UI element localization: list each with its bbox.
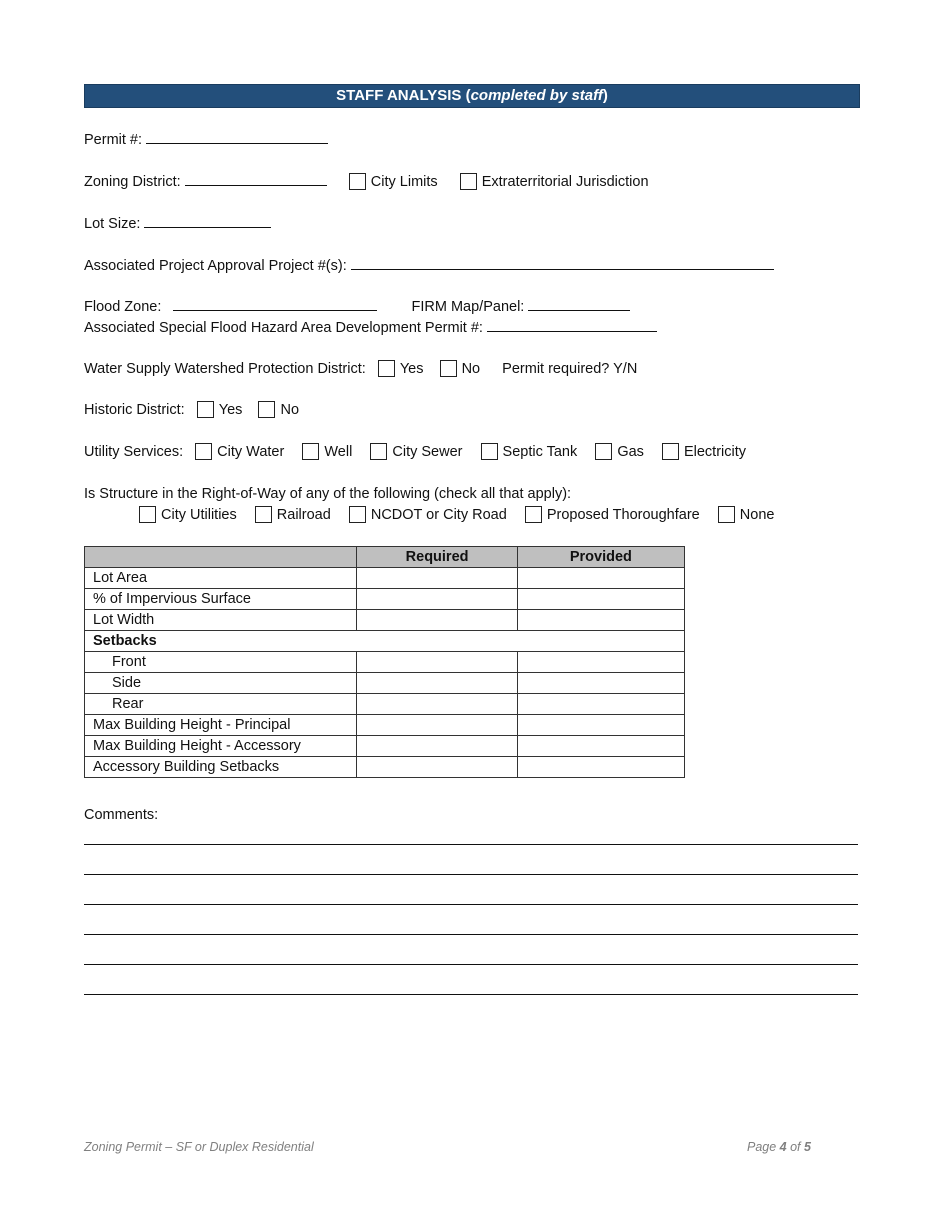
requirements-table xyxy=(84,546,685,778)
required-cell[interactable] xyxy=(357,568,517,589)
provided-cell[interactable] xyxy=(517,673,684,694)
required-cell[interactable] xyxy=(357,610,517,631)
flood-zone-label: Flood Zone: xyxy=(84,299,162,315)
table-header-blank xyxy=(85,547,357,568)
provided-cell[interactable] xyxy=(517,610,684,631)
septic-label: Septic Tank xyxy=(502,444,578,460)
required-cell[interactable] xyxy=(357,736,517,757)
table-row xyxy=(85,589,685,610)
permit-required-label: Permit required? Y/N xyxy=(502,361,638,377)
table-row xyxy=(85,694,685,715)
required-cell[interactable] xyxy=(357,694,517,715)
thoroughfare-label: Proposed Thoroughfare xyxy=(546,507,700,523)
flood-row xyxy=(84,296,630,317)
water-supply-row xyxy=(84,359,637,379)
gas-checkbox[interactable] xyxy=(595,443,612,460)
railroad-label: Railroad xyxy=(276,507,331,523)
historic-yes-checkbox[interactable] xyxy=(197,401,214,418)
water-no-label: No xyxy=(461,361,481,377)
comment-line[interactable] xyxy=(84,934,858,935)
provided-cell[interactable] xyxy=(517,568,684,589)
water-supply-label: Water Supply Watershed Protection District: xyxy=(84,361,366,377)
provided-cell[interactable] xyxy=(517,736,684,757)
comments-label: Comments: xyxy=(84,807,159,823)
footer-page-number: Page 4 of 5 xyxy=(747,1140,811,1154)
table-header-row xyxy=(85,547,685,568)
sfha-label: Associated Special Flood Hazard Area Development Permit #: xyxy=(84,320,483,336)
permit-label: Permit #: xyxy=(84,132,143,148)
historic-no-checkbox[interactable] xyxy=(258,401,275,418)
provided-cell[interactable] xyxy=(517,652,684,673)
city-sewer-label: City Sewer xyxy=(392,444,463,460)
assoc-project-row xyxy=(84,255,774,276)
historic-row xyxy=(84,400,299,420)
row-label: Front xyxy=(85,652,357,673)
setbacks-heading: Setbacks xyxy=(85,631,685,652)
form-page xyxy=(84,84,860,823)
zoning-field[interactable] xyxy=(185,171,327,186)
permit-field[interactable] xyxy=(146,129,328,144)
table-row xyxy=(85,736,685,757)
table-header-required: Required xyxy=(357,547,517,568)
comment-line[interactable] xyxy=(84,874,858,875)
comment-line[interactable] xyxy=(84,904,858,905)
provided-cell[interactable] xyxy=(517,757,684,778)
lot-size-label: Lot Size: xyxy=(84,216,141,232)
sfha-row xyxy=(84,317,657,338)
septic-checkbox[interactable] xyxy=(481,443,498,460)
row-label: Lot Area xyxy=(85,568,357,589)
assoc-project-field[interactable] xyxy=(351,255,774,270)
provided-cell[interactable] xyxy=(517,694,684,715)
city-sewer-checkbox[interactable] xyxy=(370,443,387,460)
provided-cell[interactable] xyxy=(517,715,684,736)
none-label: None xyxy=(739,507,775,523)
table-row xyxy=(85,610,685,631)
railroad-checkbox[interactable] xyxy=(255,506,272,523)
row-label: Lot Width xyxy=(85,610,357,631)
assoc-project-label: Associated Project Approval Project #(s): xyxy=(84,258,347,274)
etj-label: Extraterritorial Jurisdiction xyxy=(481,174,649,190)
utility-row xyxy=(84,442,746,462)
historic-no-label: No xyxy=(280,402,300,418)
firm-label: FIRM Map/Panel: xyxy=(411,299,525,315)
permit-row xyxy=(84,129,328,150)
lot-size-row xyxy=(84,213,271,234)
required-cell[interactable] xyxy=(357,673,517,694)
utility-label: Utility Services: xyxy=(84,444,184,460)
etj-checkbox[interactable] xyxy=(460,173,477,190)
row-options xyxy=(139,505,774,525)
flood-zone-field[interactable] xyxy=(173,296,377,311)
sfha-field[interactable] xyxy=(487,317,657,332)
ncdot-label: NCDOT or City Road xyxy=(370,507,507,523)
table-row xyxy=(85,652,685,673)
thoroughfare-checkbox[interactable] xyxy=(525,506,542,523)
electricity-label: Electricity xyxy=(683,444,747,460)
table-row xyxy=(85,568,685,589)
section-header: STAFF ANALYSIS (completed by staff) xyxy=(84,84,860,108)
row-label: Side xyxy=(85,673,357,694)
footer-doc-title: Zoning Permit – SF or Duplex Residential xyxy=(84,1140,314,1154)
required-cell[interactable] xyxy=(357,589,517,610)
required-cell[interactable] xyxy=(357,715,517,736)
required-cell[interactable] xyxy=(357,757,517,778)
water-yes-label: Yes xyxy=(399,361,424,377)
required-cell[interactable] xyxy=(357,652,517,673)
historic-label: Historic District: xyxy=(84,402,185,418)
well-checkbox[interactable] xyxy=(302,443,319,460)
historic-yes-label: Yes xyxy=(218,402,243,418)
city-water-checkbox[interactable] xyxy=(195,443,212,460)
city-limits-checkbox[interactable] xyxy=(349,173,366,190)
water-no-checkbox[interactable] xyxy=(440,360,457,377)
firm-field[interactable] xyxy=(528,296,630,311)
electricity-checkbox[interactable] xyxy=(662,443,679,460)
table-row xyxy=(85,757,685,778)
ncdot-checkbox[interactable] xyxy=(349,506,366,523)
table-row-setbacks xyxy=(85,631,685,652)
table-row xyxy=(85,715,685,736)
row-label: Max Building Height - Principal xyxy=(85,715,357,736)
comment-line[interactable] xyxy=(84,844,858,845)
provided-cell[interactable] xyxy=(517,589,684,610)
well-label: Well xyxy=(324,444,353,460)
row-question: Is Structure in the Right-of-Way of any of the following (check all that apply): xyxy=(84,486,572,502)
none-checkbox[interactable] xyxy=(718,506,735,523)
comment-line[interactable] xyxy=(84,964,858,965)
row-label: Accessory Building Setbacks xyxy=(85,757,357,778)
zoning-row xyxy=(84,171,649,192)
city-water-label: City Water xyxy=(217,444,285,460)
comment-line[interactable] xyxy=(84,994,858,995)
gas-label: Gas xyxy=(617,444,644,460)
water-yes-checkbox[interactable] xyxy=(378,360,395,377)
row-label: Max Building Height - Accessory xyxy=(85,736,357,757)
table-header-provided: Provided xyxy=(517,547,684,568)
row-label: % of Impervious Surface xyxy=(85,589,357,610)
table-row xyxy=(85,673,685,694)
lot-size-field[interactable] xyxy=(144,213,271,228)
city-utilities-checkbox[interactable] xyxy=(139,506,156,523)
city-limits-label: City Limits xyxy=(370,174,438,190)
city-utilities-label: City Utilities xyxy=(161,507,237,523)
zoning-label: Zoning District: xyxy=(84,174,181,190)
row-label: Rear xyxy=(85,694,357,715)
